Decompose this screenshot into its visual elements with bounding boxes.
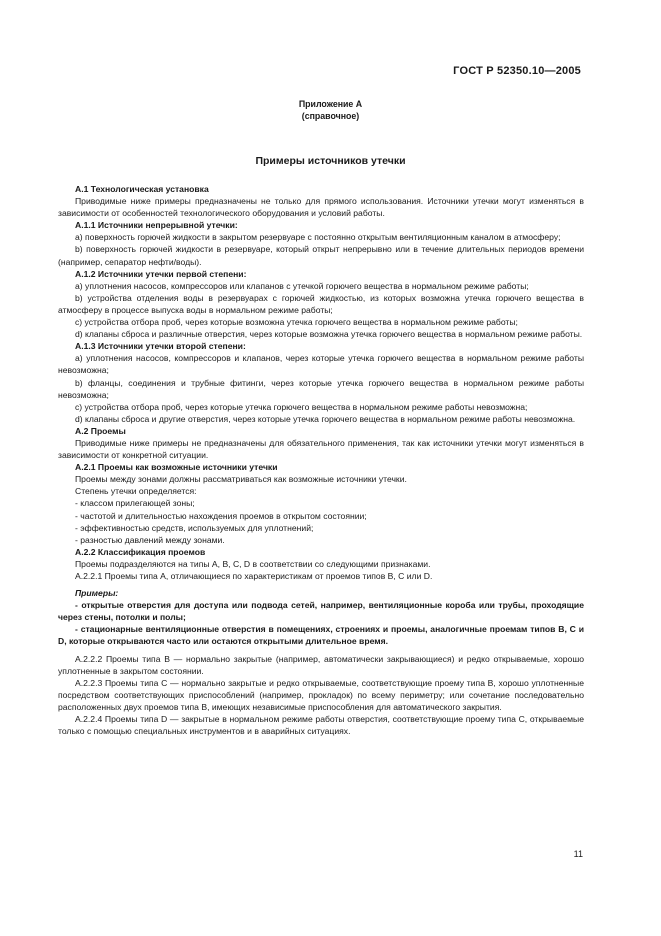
paragraph: A.2.2.2 Проемы типа B — нормально закрытые (например, автоматически закрывающиеся) и редко открываемые, хорошо уплотненные в закрытом состоянии.	[58, 653, 584, 676]
appendix-type: (справочное)	[301, 111, 360, 121]
list-item: b) поверхность горючей жидкости в резервуаре, который открыт непрерывно или в течение длительных периодов времени (например, сепаратор нефти/воды).	[58, 244, 584, 267]
paragraph: A.2.2.4 Проемы типа D — закрытые в нормальном режиме работы отверстия, соответствующие проему типа C, открываемые только с помощью специальных инструментов и в аварийных ситуациях.	[58, 714, 584, 737]
paragraph: A.2.2.3 Проемы типа C — нормально закрытые и редко открываемые, соответствующие проему типа B, хорошо уплотненные посредством соответствующих приспособлений (например, прокладок) по всему периметру; или сочетание последовательно расположенных двух проемов типа B, имеющих независимые приспособления для автоматического закрытия.	[58, 677, 584, 712]
example-item: - открытые отверстия для доступа или подвода сетей, например, вентиляционные короба или трубы, проходящие через стены, потолки и полы;	[58, 600, 584, 623]
section-heading-a2: A.2 Проемы	[75, 425, 126, 436]
list-item: a) уплотнения насосов, компрессоров и клапанов, через которые утечка горючего вещества в нормальном режиме работы невозможна;	[58, 353, 584, 376]
examples-label: Примеры:	[75, 588, 119, 599]
list-item: d) клапаны сброса и другие отверстия, через которые утечка горючего вещества в нормальном режиме работы невозможна.	[75, 413, 576, 424]
paragraph: Приводимые ниже примеры предназначены не только для прямого использования. Источники утечки могут изменяться в зависимости от особенностей технологического оборудования и условий работы.	[58, 196, 584, 219]
list-item: - классом прилегающей зоны;	[75, 498, 195, 509]
list-item: c) устройства отбора проб, через которые возможна утечка горючего вещества в нормальном режиме работы;	[75, 317, 518, 328]
appendix-heading	[0, 98, 661, 122]
document-number-header: ГОСТ Р 52350.10—2005	[453, 65, 581, 77]
list-item: - эффективностью средств, используемых для уплотнений;	[75, 522, 314, 533]
page-title: Примеры источников утечки	[255, 155, 406, 167]
section-heading-a1: A.1 Технологическая установка	[75, 184, 209, 194]
paragraph: Степень утечки определяется:	[75, 486, 197, 497]
example-item: - стационарные вентиляционные отверстия в помещениях, строениях и проемы, аналогичные проемам типов B, C и D, которые открываются часто или остаются открытыми длительное время.	[58, 624, 584, 647]
document-body	[58, 183, 584, 737]
subsection-heading-a12: A.1.2 Источники утечки первой степени:	[75, 268, 247, 279]
page-number: 11	[573, 849, 583, 859]
paragraph: Проемы между зонами должны рассматриваться как возможные источники утечки.	[75, 474, 407, 485]
paragraph: Проемы подразделяются на типы A, B, C, D в соответствии со следующими признаками.	[75, 558, 431, 569]
list-item: a) поверхность горючей жидкости в закрытом резервуаре с постоянно открытым вентиляционным каналом в атмосферу;	[75, 232, 561, 243]
subsection-heading-a13: A.1.3 Источники утечки второй степени:	[75, 341, 246, 352]
list-item: d) клапаны сброса и различные отверстия, через которые возможна утечка горючего вещества в нормальном режиме работы.	[75, 329, 583, 340]
list-item: - частотой и длительностью нахождения проемов в открытом состоянии;	[75, 510, 367, 521]
list-item: c) устройства отбора проб, через которые утечка горючего вещества в нормальном режиме работы невозможна;	[75, 401, 528, 412]
list-item: b) устройства отделения воды в резервуарах с горючей жидкостью, из которых возможна утечка горючего вещества в атмосферу в процессе выпуска воды в нормальном режиме работы;	[58, 292, 584, 315]
appendix-label: Приложение А	[298, 99, 363, 109]
list-item: a) уплотнения насосов, компрессоров или клапанов с утечкой горючего вещества в нормальном режиме работы;	[75, 280, 529, 291]
list-item: b) фланцы, соединения и трубные фитинги, через которые утечка горючего вещества в нормальном режиме работы невозможна;	[58, 377, 584, 400]
subsection-heading-a21: A.2.1 Проемы как возможные источники утечки	[75, 462, 278, 473]
subsection-heading-a22: A.2.2 Классификация проемов	[75, 546, 206, 557]
subsection-heading-a11: A.1.1 Источники непрерывной утечки:	[75, 220, 238, 231]
paragraph: A.2.2.1 Проемы типа A, отличающиеся по характеристикам от проемов типов B, C или D.	[75, 571, 433, 581]
list-item: - разностью давлений между зонами.	[75, 534, 225, 545]
paragraph: Приводимые ниже примеры не предназначены для обязательного применения, так как источники утечки могут изменяться в зависимости от конкретной ситуации.	[58, 437, 584, 461]
